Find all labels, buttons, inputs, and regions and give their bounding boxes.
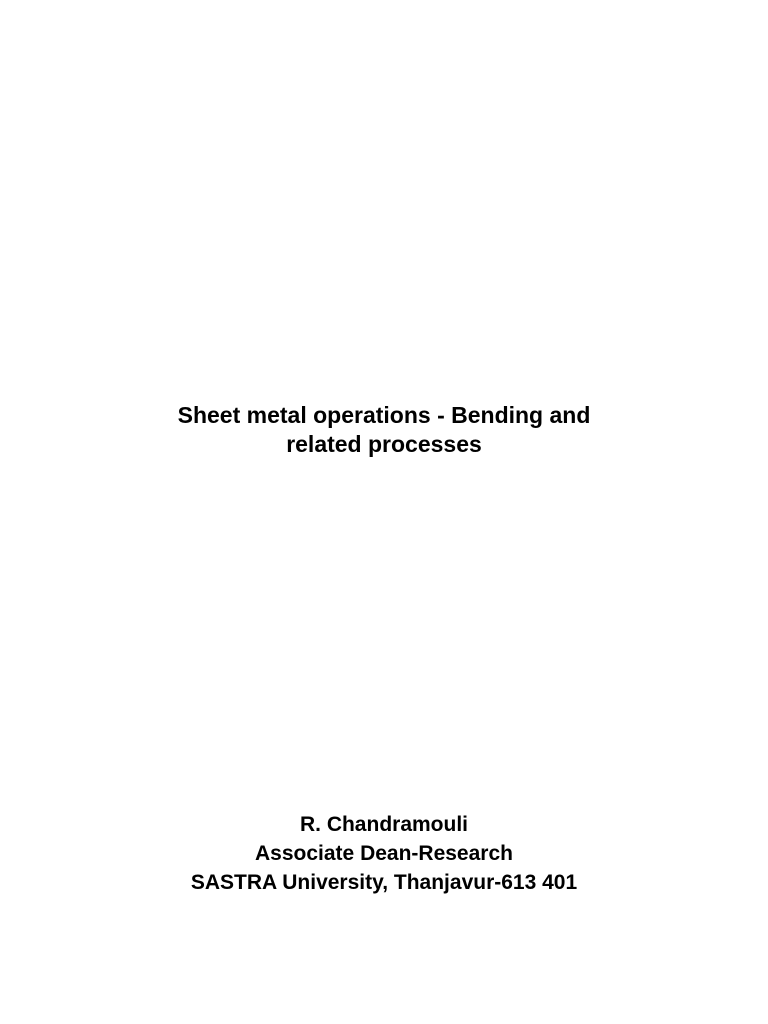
author-position: Associate Dean-Research xyxy=(255,842,513,865)
author-block xyxy=(0,810,768,897)
title-line-2: related processes xyxy=(286,431,482,457)
document-title xyxy=(0,401,768,459)
author-affiliation: SASTRA University, Thanjavur-613 401 xyxy=(190,871,578,894)
author-name: R. Chandramouli xyxy=(299,813,468,836)
title-line-1: Sheet metal operations - Bending and xyxy=(177,402,591,428)
